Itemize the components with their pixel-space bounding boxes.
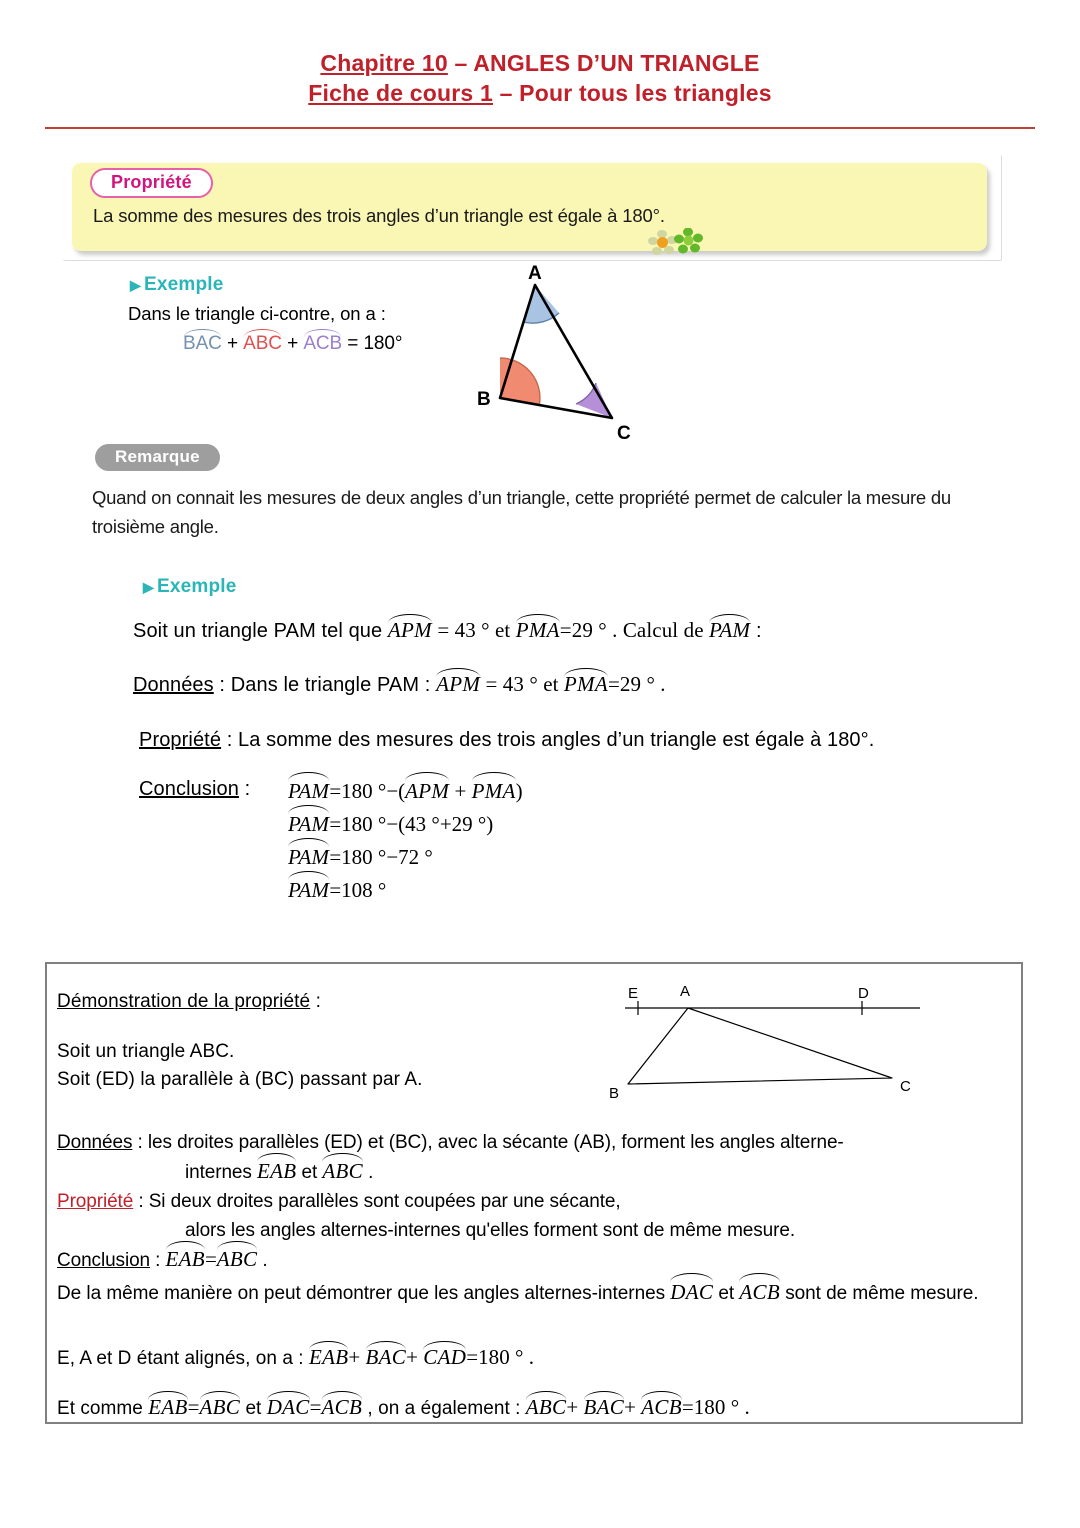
triangle-label-b: B [477,389,491,410]
example2-donnees [133,672,666,697]
demo-conclusion-row [57,1245,1007,1275]
example1-heading [130,274,224,296]
demo-title-colon: : [310,991,321,1012]
demo-label-e: E [628,985,639,1002]
eq-plus-1: + [226,333,238,354]
demonstration-para3 [57,1345,534,1370]
demo-conclusion-eq: = [204,1247,217,1271]
angle-apm-calc1: APM [405,776,449,806]
demo-propriete-label: Propriété [57,1191,134,1212]
demo-intro-line1: Soit un triangle ABC. [57,1041,235,1062]
calc-line: PAM=180 °−( APM + PMA) [288,776,523,809]
conclusion-colon: : [238,778,251,800]
demonstration-figure [600,978,950,1113]
angle-pma-1: PMA [516,618,560,643]
donnees-label: Données [133,674,214,696]
demo-p4-plus2: + [624,1395,642,1419]
example2-heading [143,576,237,598]
demo-donnees-row2 [57,1157,1007,1187]
demo-title-label: Démonstration de la propriété [57,991,311,1012]
demo-conclusion-colon: : [150,1250,166,1271]
calc-line: PAM=108 ° [288,875,523,908]
demo-p4-et: et [240,1398,267,1419]
example2-calculation [288,776,523,908]
donnees-c: =29 ° . [607,672,666,696]
angle-pma-2: PMA [564,672,608,697]
example2-conclusion-label [139,778,250,801]
demo-donnees-text2: internes [185,1162,257,1183]
demo-p4-mid: , on a également : [362,1398,526,1419]
calc-line: PAM=180 °−72 ° [288,842,523,875]
title-line-1 [0,48,1080,78]
demo-donnees-row [57,1128,1007,1157]
angle-abc-d3: ABC [200,1395,241,1420]
angle-pam-calc3: PAM [288,842,329,872]
demo-p2-b: et [713,1283,740,1304]
eq-plus-2: + [287,333,299,354]
example1-equation [183,331,402,355]
angle-bac-d2: BAC [584,1395,625,1420]
property-badge: Propriété [90,168,213,198]
demo-p4-eq1: = [187,1395,200,1419]
angle-eab-3: EAB [309,1345,348,1370]
angle-pam-calc2: PAM [288,809,329,839]
demo-p3-plus1: + [348,1345,366,1369]
eq-result: = 180° [347,333,403,354]
demo-p3-end: =180 ° . [466,1345,535,1369]
title-sheet-rest: – Pour tous les triangles [493,80,772,106]
angle-dac-2: DAC [267,1395,310,1420]
demonstration-reasoning [57,1128,1007,1275]
demo-conclusion-end: . [257,1250,268,1271]
angle-abc-d1: ABC [322,1157,363,1186]
demonstration-intro [57,1038,423,1094]
triangle-abc-demo [628,1008,892,1084]
ex2-s-b: = 43 ° et [431,618,516,642]
example2-statement [133,618,762,643]
ex2-s-c: =29 ° . Calcul de [559,618,709,642]
triangle-bullet-icon-2: ▶ [143,579,154,595]
ex2-s-a: Soit un triangle PAM tel que [133,620,388,642]
demo-p3-a: E, A et D étant alignés, on a : [57,1348,309,1369]
demo-conclusion-label: Conclusion [57,1250,150,1271]
demo-p4-end: =180 ° . [681,1395,750,1419]
demo-propriete-text2: alors les angles alternes-internes qu'elles forment sont de même mesure. [185,1220,796,1241]
angle-pam-calc1: PAM [288,776,329,806]
demo-p3-plus2: + [406,1345,424,1369]
example2-heading-label: Exemple [156,576,237,597]
title-chapter-rest: – ANGLES D’UN TRIANGLE [447,50,760,76]
angle-acb-1: ACB [739,1277,780,1308]
ex2-s-d: : [750,620,762,642]
triangle-label-c: C [617,423,631,442]
demo-p4-plus1: + [566,1395,584,1419]
demo-p4-eq2: = [309,1395,322,1419]
propriete-text: : La somme des mesures des trois angles d’un triangle est égale à 180°. [221,729,875,751]
angle-eab-1: EAB [257,1157,296,1186]
demo-propriete-text1: : Si deux droites parallèles sont coupées par une sécante, [133,1191,621,1212]
demo-donnees-text1: : les droites parallèles (ED) et (BC), avec la sécante (AB), forment les angles alterne- [132,1132,844,1153]
conclusion-label: Conclusion [139,778,239,800]
flower-decoration-icon [648,228,710,256]
angle-acb-2: ACB [322,1395,363,1420]
angle-eab-4: EAB [148,1395,187,1420]
donnees-b: = 43 ° et [480,672,564,696]
demo-label-d: D [858,985,869,1002]
example1-heading-label: Exemple [143,274,224,295]
angle-bac: BAC [183,331,222,355]
remarque-text: Quand on connait les mesures de deux angles d’un triangle, cette propriété permet de calculer la mesure du troisième angle. [92,487,951,537]
demo-label-a: A [680,983,691,1000]
angle-abc-d4: ABC [526,1395,567,1420]
demo-label-b: B [609,1085,620,1102]
demo-label-c: C [900,1078,911,1095]
title-sheet: Fiche de cours 1 [308,80,493,106]
triangle-bullet-icon: ▶ [130,277,141,293]
demonstration-para2 [57,1277,987,1309]
propriete-label: Propriété [139,729,222,751]
demo-donnees-label: Données [57,1132,133,1153]
angle-eab-2: EAB [166,1245,205,1274]
angle-dac-1: DAC [670,1277,713,1308]
title-line-2 [0,78,1080,108]
title-divider [45,127,1035,129]
angle-cad-1: CAD [423,1345,466,1370]
angle-abc: ABC [243,331,282,355]
property-statement: La somme des mesures des trois angles d’un triangle est égale à 180°. [93,205,665,226]
demo-donnees-end: . [362,1162,374,1183]
demo-p2-c: sont de même mesure. [779,1283,979,1304]
angle-pma-calc1: PMA [472,776,516,806]
triangle-label-a: A [528,263,542,284]
example2-propriete [139,729,874,752]
demo-p2-a: De la même manière on peut démontrer que les angles alternes-internes [57,1283,671,1304]
example1-intro: Dans le triangle ci-contre, on a : [128,303,386,324]
remarque-badge: Remarque [95,444,220,471]
angle-apm-2: APM [436,672,480,697]
calc-line: PAM=180 °−(43 °+29 °) [288,809,523,842]
demo-p4-a: Et comme [57,1398,149,1419]
demo-propriete-row2 [57,1216,1007,1245]
angle-pam-calc4: PAM [288,875,329,905]
angle-abc-d2: ABC [217,1245,258,1274]
demo-intro-line2: Soit (ED) la parallèle à (BC) passant par A. [57,1069,423,1090]
triangle-abc-figure [462,262,642,442]
donnees-intro: : Dans le triangle PAM : [213,674,437,696]
demo-donnees-et: et [296,1162,323,1183]
angle-acb-3: ACB [641,1395,682,1420]
demonstration-title [57,991,321,1013]
demo-propriete-row [57,1187,1007,1216]
page-title [0,48,1080,108]
angle-apm-1: APM [388,618,432,643]
angle-pam-1: PAM [709,618,750,643]
angle-bac-d1: BAC [366,1345,407,1370]
title-chapter: Chapitre 10 [320,50,448,76]
demonstration-para4 [57,1395,750,1420]
angle-acb: ACB [303,331,342,355]
